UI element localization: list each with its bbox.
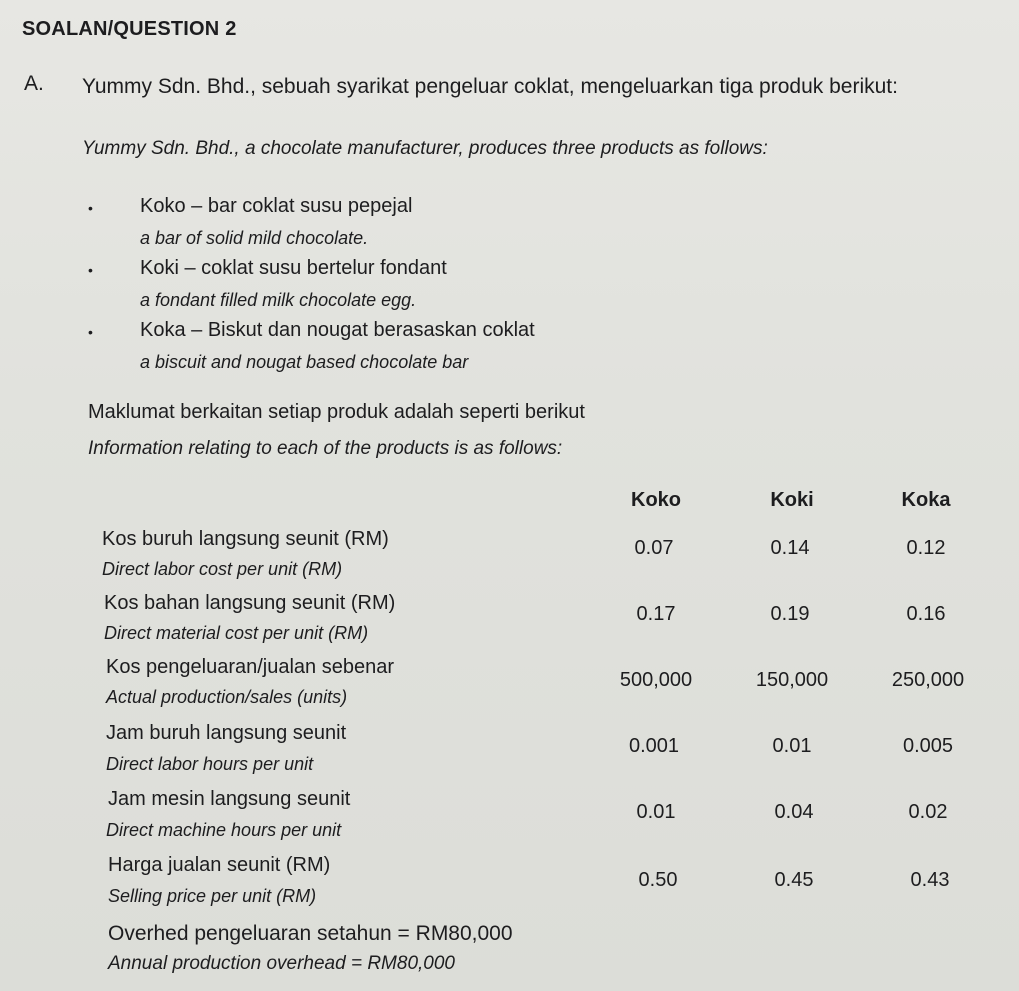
table-cell: 0.005 xyxy=(902,735,954,757)
table-cell: 500,000 xyxy=(619,669,693,691)
table-cell: 150,000 xyxy=(755,669,829,691)
overhead-malay: Overhed pengeluaran setahun = RM80,000 xyxy=(108,922,513,945)
row-label-malay: Kos pengeluaran/jualan sebenar xyxy=(106,656,394,678)
table-cell: 0.02 xyxy=(908,801,948,823)
column-header-koko: Koko xyxy=(631,489,681,511)
product-koko-malay: Koko – bar coklat susu pepejal xyxy=(140,195,413,217)
row-label-english: Direct material cost per unit (RM) xyxy=(104,623,369,643)
intro-english: Yummy Sdn. Bhd., a chocolate manufacturer, produces three products as follows: xyxy=(82,138,768,159)
table-cell: 0.01 xyxy=(636,801,676,823)
table-cell: 0.07 xyxy=(634,537,674,559)
info-english: Information relating to each of the products is as follows: xyxy=(88,438,563,459)
row-label-malay: Kos bahan langsung seunit (RM) xyxy=(104,592,396,614)
overhead-english: Annual production overhead = RM80,000 xyxy=(108,953,455,974)
row-label-malay: Jam buruh langsung seunit xyxy=(106,722,347,744)
row-label-english: Direct labor cost per unit (RM) xyxy=(102,559,343,579)
table-cell: 0.45 xyxy=(774,869,814,891)
bullet-koko: • xyxy=(88,200,93,216)
row-label-english: Selling price per unit (RM) xyxy=(108,886,317,906)
table-cell: 0.001 xyxy=(628,735,680,757)
row-label-malay: Kos buruh langsung seunit (RM) xyxy=(102,528,389,550)
row-label-malay: Harga jualan seunit (RM) xyxy=(108,854,331,876)
table-cell: 0.04 xyxy=(774,801,814,823)
column-header-koki: Koki xyxy=(770,489,814,511)
intro-malay: Yummy Sdn. Bhd., sebuah syarikat pengeluar coklat, mengeluarkan tiga produk berikut: xyxy=(82,75,898,98)
info-malay: Maklumat berkaitan setiap produk adalah seperti berikut xyxy=(88,401,585,423)
row-label-english: Actual production/sales (units) xyxy=(106,687,348,707)
table-cell: 0.19 xyxy=(770,603,810,625)
table-cell: 0.12 xyxy=(906,537,946,559)
table-cell: 0.43 xyxy=(910,869,950,891)
table-cell: 0.01 xyxy=(772,735,812,757)
table-cell: 0.17 xyxy=(636,603,676,625)
product-koki-english: a fondant filled milk chocolate egg. xyxy=(140,290,417,310)
product-koka-english: a biscuit and nougat based chocolate bar xyxy=(140,352,469,372)
row-label-english: Direct machine hours per unit xyxy=(106,820,342,840)
question-heading: SOALAN/QUESTION 2 xyxy=(22,18,237,40)
product-koka-malay: Koka – Biskut dan nougat berasaskan coklat xyxy=(140,319,535,341)
product-koko-english: a bar of solid mild chocolate. xyxy=(140,228,369,248)
table-cell: 250,000 xyxy=(891,669,965,691)
column-header-koka: Koka xyxy=(901,489,951,511)
table-cell: 0.50 xyxy=(638,869,678,891)
bullet-koka: • xyxy=(88,324,93,340)
product-koki-malay: Koki – coklat susu bertelur fondant xyxy=(140,257,447,279)
row-label-english: Direct labor hours per unit xyxy=(106,754,314,774)
table-cell: 0.14 xyxy=(770,537,810,559)
table-cell: 0.16 xyxy=(906,603,946,625)
section-letter: A. xyxy=(24,72,44,95)
bullet-koki: • xyxy=(88,262,93,278)
row-label-malay: Jam mesin langsung seunit xyxy=(108,788,351,810)
